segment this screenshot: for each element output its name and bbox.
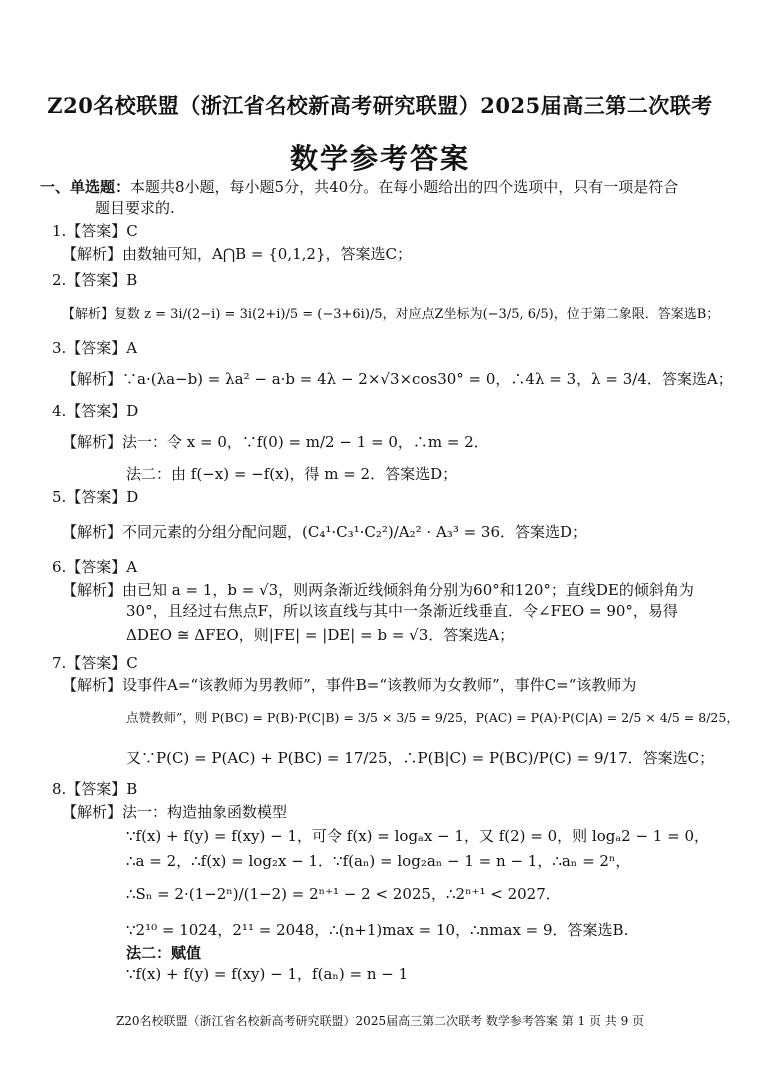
- q8-answer: 8.【答案】B: [52, 780, 138, 798]
- q1-analysis: 【解析】由数轴可知，A⋂B = {0,1,2}，答案选C；: [62, 245, 412, 263]
- document-subtitle: 数学参考答案: [289, 142, 470, 175]
- q5-analysis: 【解析】不同元素的分组分配问题，(C₄¹·C₃¹·C₂²)/A₂² · A₃³ = 36．答案选D；: [62, 523, 588, 541]
- section-intro-text: 本题共8小题，每小题5分，共40分。在每小题给出的四个选项中，只有一项是符合: [130, 178, 679, 196]
- q3-answer: 3.【答案】A: [52, 339, 138, 357]
- q5-answer: 5.【答案】D: [52, 488, 139, 506]
- q2-answer: 2.【答案】B: [52, 271, 138, 289]
- q8-analysis-line5: ∵2¹⁰ = 1024，2¹¹ = 2048，∴(n+1)max = 10，∴nmax = 9．答案选B.: [126, 921, 629, 939]
- q3-analysis: 【解析】∵a·(λa−b) = λa² − a·b = 4λ − 2×√3×cos30° = 0，∴4λ = 3，λ = 3/4．答案选A；: [62, 370, 733, 388]
- section-label: 一、单选题：: [40, 178, 131, 196]
- section-intro-cont: 题目要求的.: [95, 199, 175, 217]
- q8-analysis-line7: ∵f(x) + f(y) = f(xy) − 1，f(aₙ) = n − 1: [126, 965, 409, 983]
- document-title: Z20名校联盟（浙江省名校新高考研究联盟）2025届高三第二次联考: [47, 93, 713, 118]
- q4-analysis: 【解析】法一：令 x = 0，∵f(0) = m/2 − 1 = 0，∴m = 2．: [62, 433, 489, 451]
- q7-analysis: 【解析】设事件A=“该教师为男教师”，事件B=“该教师为女教师”，事件C=“该教师为: [62, 676, 637, 694]
- q1-answer: 1.【答案】C: [52, 222, 138, 240]
- q6-analysis-line3: ΔDEO ≅ ΔFEO，则|FE| = |DE| = b = √3．答案选A；: [126, 626, 515, 644]
- q8-analysis-method2: 法二：赋值: [126, 944, 202, 962]
- q6-analysis: 【解析】由已知 a = 1，b = √3，则两条渐近线倾斜角分别为60°和120°；直线DE的倾斜角为: [62, 581, 694, 599]
- page-footer: Z20名校联盟（浙江省名校新高考研究联盟）2025届高三第二次联考 数学参考答案 第 1 页 共 9 页: [115, 1014, 645, 1028]
- q6-analysis-line2: 30°，且经过右焦点F，所以该直线与其中一条渐近线垂直．令∠FEO = 90°，易得: [126, 602, 678, 620]
- q7-analysis-line2: 点赞教师”，则 P(BC) = P(B)·P(C|B) = 3/5 × 3/5 = 9/25，P(AC) = P(A)·P(C|A) = 2/5 × 4/5 = 8/25，: [126, 710, 739, 725]
- q7-answer: 7.【答案】C: [52, 654, 138, 672]
- q6-answer: 6.【答案】A: [52, 558, 138, 576]
- q8-analysis-line4: ∴Sₙ = 2·(1−2ⁿ)/(1−2) = 2ⁿ⁺¹ − 2 < 2025，∴2ⁿ⁺¹ < 2027．: [126, 885, 561, 903]
- q2-analysis: 【解析】复数 z = 3i/(2−i) = 3i(2+i)/5 = (−3+6i)/5，对应点Z坐标为(−3/5, 6/5)，位于第二象限．答案选B；: [62, 307, 720, 322]
- q8-analysis-line3: ∴a = 2，∴f(x) = log₂x − 1．∵f(aₙ) = log₂aₙ − 1 = n − 1，∴aₙ = 2ⁿ，: [126, 852, 631, 870]
- q8-analysis-line2: ∵f(x) + f(y) = f(xy) − 1，可令 f(x) = logₐx − 1，又 f(2) = 0，则 logₐ2 − 1 = 0，: [126, 827, 709, 845]
- q8-analysis: 【解析】法一：构造抽象函数模型: [62, 803, 288, 821]
- q7-analysis-line3: 又∵P(C) = P(AC) + P(BC) = 17/25，∴P(B|C) = P(BC)/P(C) = 9/17．答案选C；: [126, 749, 715, 767]
- q4-analysis-method2: 法二：由 f(−x) = −f(x)，得 m = 2．答案选D；: [126, 465, 458, 483]
- q4-answer: 4.【答案】D: [52, 402, 139, 420]
- section-intro: [40, 177, 678, 197]
